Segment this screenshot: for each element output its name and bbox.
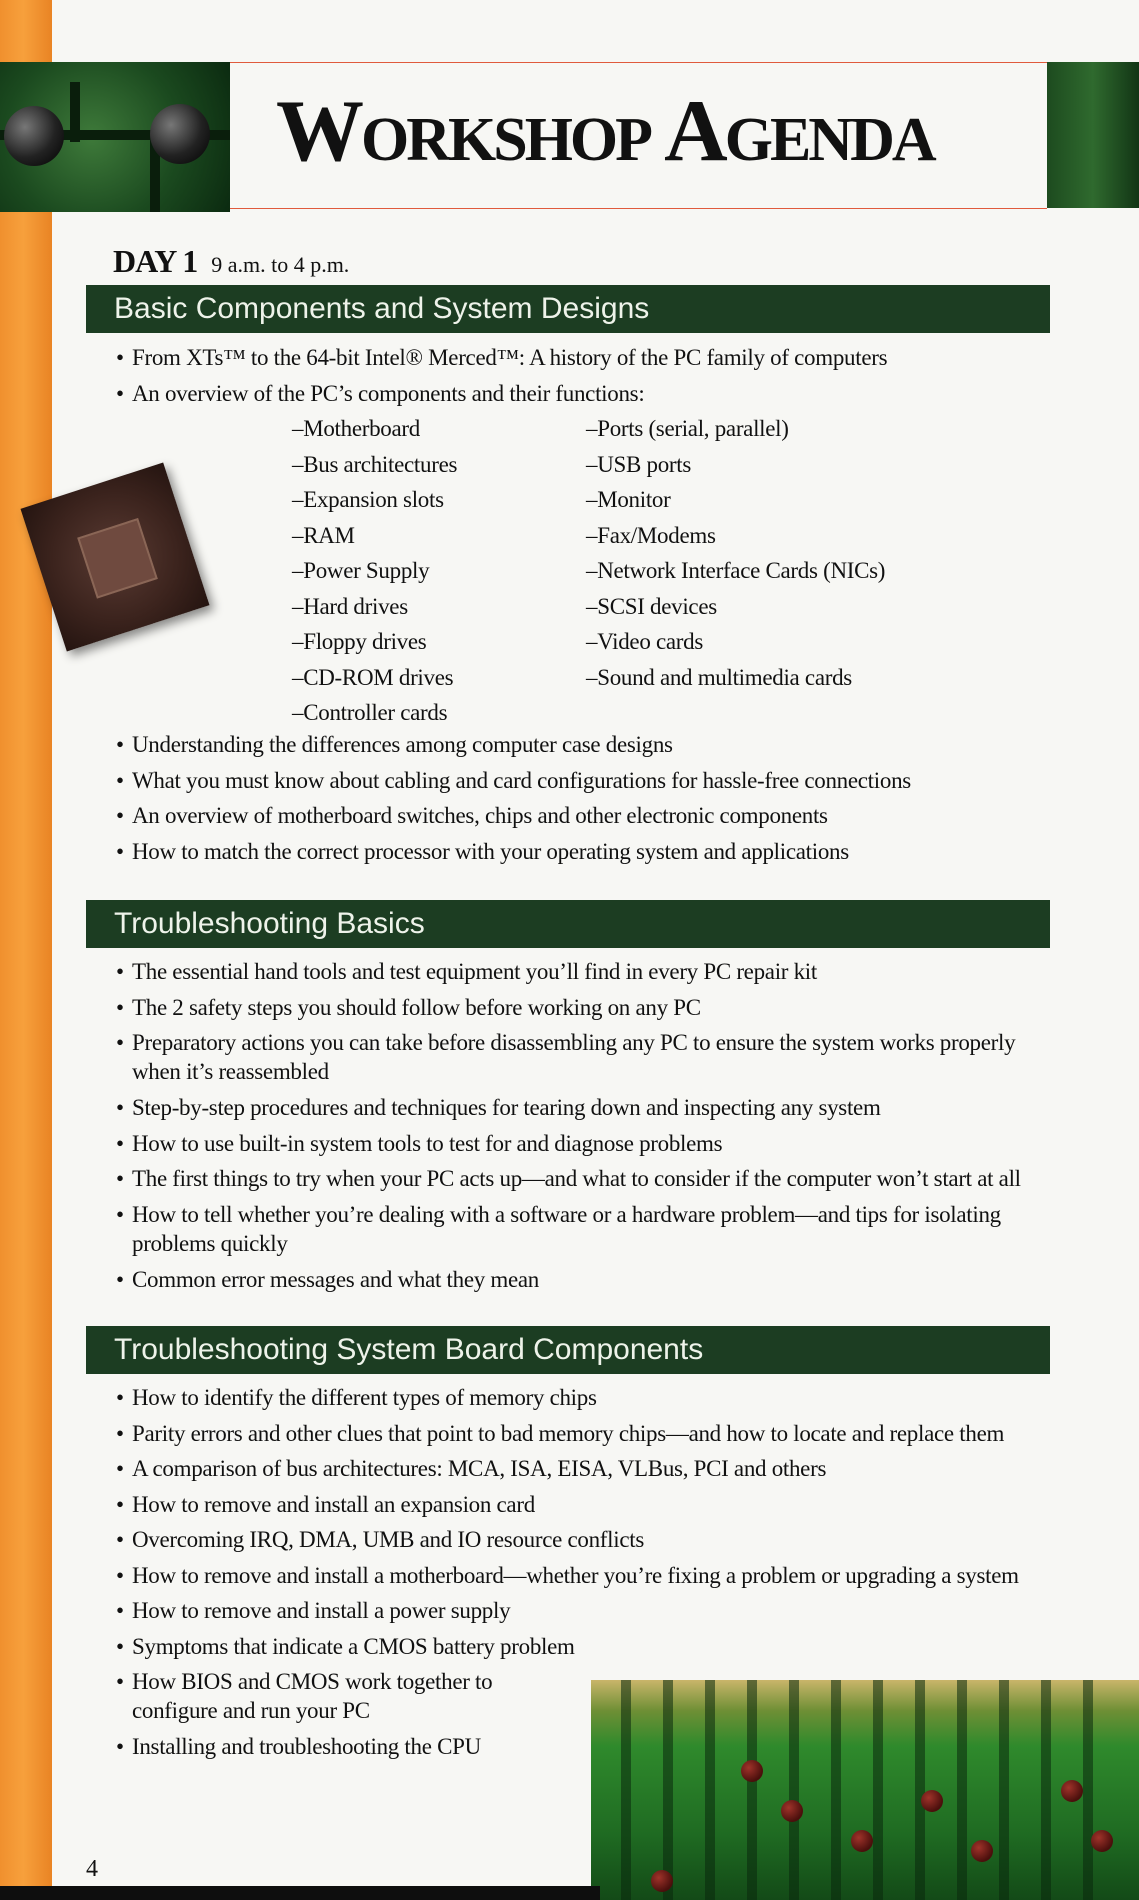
component-item: – Network Interface Cards (NICs) (586, 553, 885, 589)
component-item: – Monitor (586, 482, 885, 518)
troubleshooting-basics-list (116, 954, 1056, 1297)
component-item: – Motherboard (292, 411, 457, 447)
list-item: • Installing and troubleshooting the CPU (116, 1729, 1056, 1765)
section-heading-troubleshooting-basics: Troubleshooting Basics (86, 900, 1050, 948)
list-item: • How to remove and install a motherboard—whether you’re fixing a problem or upgrading a system (116, 1558, 1056, 1594)
header-top-rule (230, 62, 1047, 63)
component-item: – USB ports (586, 447, 885, 483)
component-item: – Video cards (586, 624, 885, 660)
list-item: • Preparatory actions you can take before disassembling any PC to ensure the system works properly when it’s reassembled (116, 1028, 1056, 1086)
page-bottom-edge (0, 1886, 600, 1900)
section-heading-basic-components: Basic Components and System Designs (86, 285, 1050, 333)
list-item: • The first things to try when your PC acts up—and what to consider if the computer won’t start at all (116, 1161, 1056, 1197)
day-label: DAY 1 (113, 243, 198, 279)
page-title: Workshop Agenda (276, 83, 934, 180)
list-item: • An overview of the PC’s components and their functions: (116, 376, 887, 412)
component-item: – Ports (serial, parallel) (586, 411, 885, 447)
list-item: • How to tell whether you’re dealing with a software or a hardware problem—and tips for isolating problems quickly (116, 1200, 1056, 1258)
day-time: 9 a.m. to 4 p.m. (211, 252, 350, 277)
list-item: • Understanding the differences among computer case designs (116, 727, 911, 763)
list-item: • How to match the correct processor with your operating system and applications (116, 834, 911, 870)
page-number: 4 (86, 1856, 98, 1882)
list-item: • How to identify the different types of memory chips (116, 1380, 1056, 1416)
component-item: – Hard drives (292, 589, 457, 625)
components-list-left (292, 411, 457, 731)
component-item: – Fax/Modems (586, 518, 885, 554)
list-item: • An overview of motherboard switches, chips and other electronic components (116, 798, 911, 834)
component-item: – RAM (292, 518, 457, 554)
list-item: • Overcoming IRQ, DMA, UMB and IO resource conflicts (116, 1522, 1056, 1558)
basic-components-list (116, 727, 911, 869)
list-item: • Step-by-step procedures and techniques for tearing down and inspecting any system (116, 1090, 1056, 1126)
list-item: • How to remove and install an expansion card (116, 1487, 1056, 1523)
list-item: • What you must know about cabling and card configurations for hassle-free connections (116, 763, 911, 799)
list-item: • The essential hand tools and test equipment you’ll find in every PC repair kit (116, 954, 1056, 990)
section-heading-system-board: Troubleshooting System Board Components (86, 1326, 1050, 1374)
circuit-board-art-left (0, 62, 230, 212)
circuit-board-art-bottom (591, 1680, 1139, 1900)
list-item: • From XTs™ to the 64-bit Intel® Merced™: A history of the PC family of computers (116, 340, 887, 376)
header-bottom-rule (230, 208, 1047, 209)
component-item: – Power Supply (292, 553, 457, 589)
list-item: • The 2 safety steps you should follow before working on any PC (116, 990, 1056, 1026)
list-item: • Symptoms that indicate a CMOS battery problem (116, 1629, 1056, 1665)
basic-components-intro-list (116, 340, 887, 411)
list-item: • How to remove and install a power supply (116, 1593, 1056, 1629)
list-item: • How to use built-in system tools to test for and diagnose problems (116, 1126, 1056, 1162)
component-item: – Bus architectures (292, 447, 457, 483)
list-item: • Parity errors and other clues that point to bad memory chips—and how to locate and replace them (116, 1416, 1056, 1452)
component-item: – Floppy drives (292, 624, 457, 660)
component-item: – SCSI devices (586, 589, 885, 625)
list-item: • Common error messages and what they mean (116, 1262, 1056, 1298)
component-item: – CD-ROM drives (292, 660, 457, 696)
component-item: – Sound and multimedia cards (586, 660, 885, 696)
component-item: – Controller cards (292, 695, 457, 731)
day-heading (113, 243, 349, 280)
cpu-core (77, 518, 158, 599)
component-item: – Expansion slots (292, 482, 457, 518)
components-list-right (586, 411, 885, 695)
list-item: • A comparison of bus architectures: MCA, ISA, EISA, VLBus, PCI and others (116, 1451, 1056, 1487)
orange-side-stripe (0, 0, 52, 1900)
list-item: • How BIOS and CMOS work together to configure and run your PC (116, 1667, 502, 1725)
circuit-board-art-right (1047, 62, 1139, 208)
